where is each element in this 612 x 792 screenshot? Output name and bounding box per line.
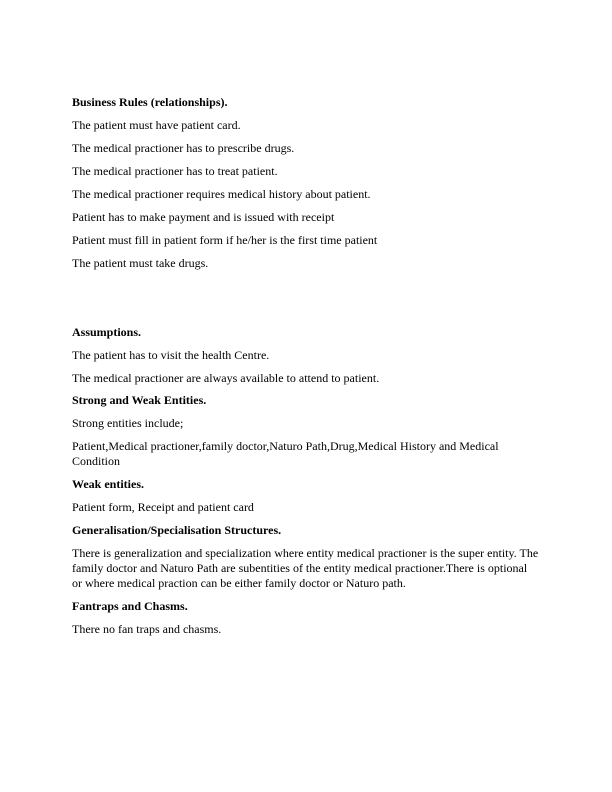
- generalisation-text-line: family doctor and Naturo Path are subentities of the entity medical practioner.There is optional: [72, 561, 528, 575]
- strong-entities-list-line: Condition: [72, 454, 121, 468]
- assumption-item: The patient has to visit the health Centre.: [72, 348, 270, 362]
- business-rules-heading: Business Rules (relationships).: [72, 95, 228, 109]
- business-rule-item: Patient must fill in patient form if he/her is the first time patient: [72, 233, 378, 247]
- generalisation-text-line: There is generalization and specialization where entity medical practioner is the super entity. The: [72, 546, 539, 560]
- business-rule-item: The patient must take drugs.: [72, 256, 209, 270]
- strong-entities-intro: Strong entities include;: [72, 416, 184, 430]
- strong-weak-heading: Strong and Weak Entities.: [72, 393, 207, 407]
- fantraps-text: There no fan traps and chasms.: [72, 622, 222, 636]
- assumption-item: The medical practioner are always available to attend to patient.: [72, 371, 380, 385]
- generalisation-text-line: or where medical praction can be either family doctor or Naturo path.: [72, 576, 406, 590]
- generalisation-heading: Generalisation/Specialisation Structures.: [72, 523, 282, 537]
- strong-entities-list-line: Patient,Medical practioner,family doctor,Naturo Path,Drug,Medical History and Medical: [72, 439, 499, 453]
- business-rule-item: The medical practioner has to prescribe drugs.: [72, 141, 295, 155]
- business-rule-item: The medical practioner has to treat patient.: [72, 164, 278, 178]
- fantraps-heading: Fantraps and Chasms.: [72, 599, 188, 613]
- business-rule-item: Patient has to make payment and is issued with receipt: [72, 210, 335, 224]
- business-rule-item: The patient must have patient card.: [72, 118, 241, 132]
- weak-entities-text: Patient form, Receipt and patient card: [72, 500, 254, 514]
- business-rule-item: The medical practioner requires medical history about patient.: [72, 187, 371, 201]
- weak-entities-heading: Weak entities.: [72, 477, 144, 491]
- assumptions-heading: Assumptions.: [72, 325, 142, 339]
